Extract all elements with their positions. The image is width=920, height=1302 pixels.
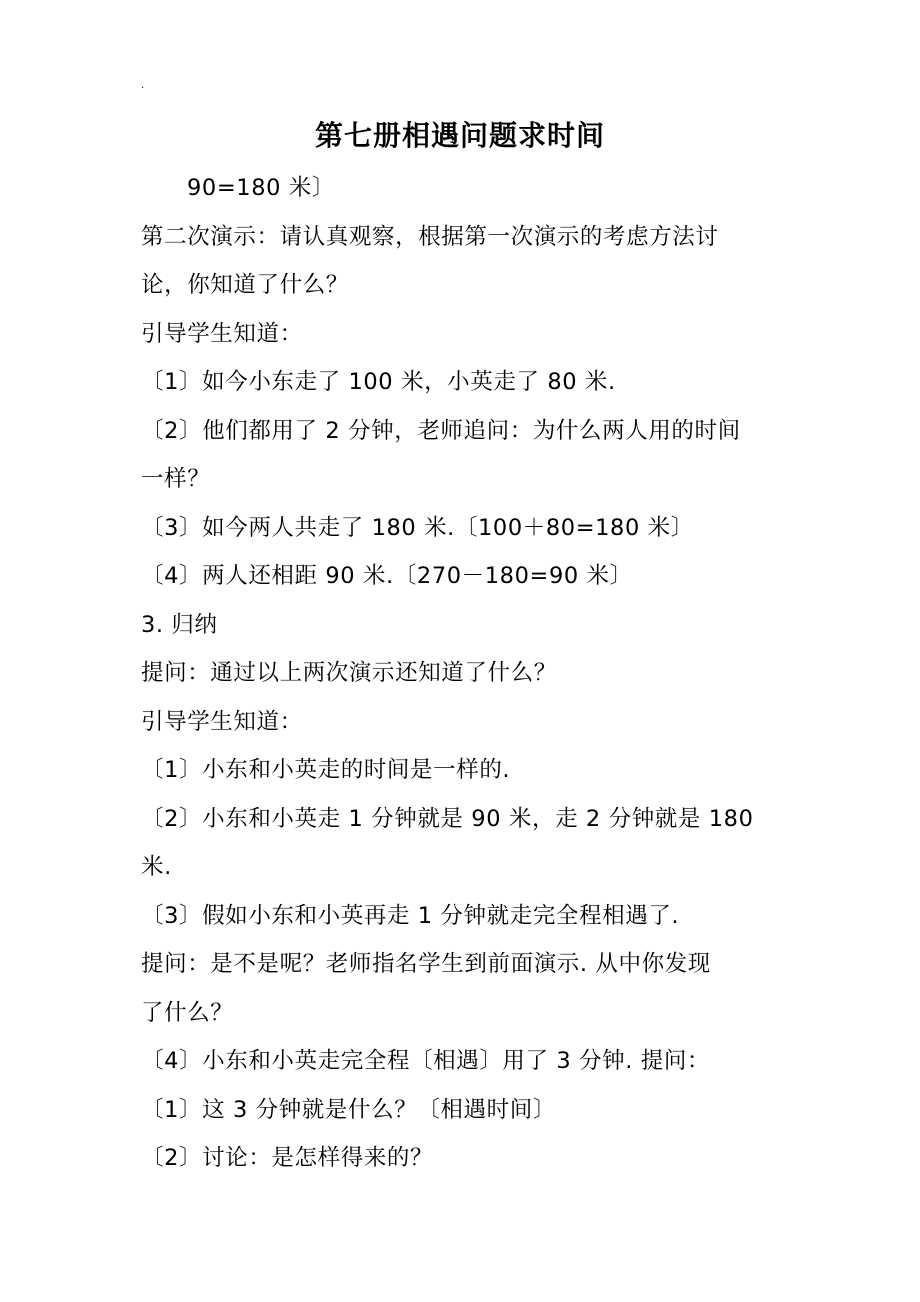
text-line: 论，你知道了什么？ <box>141 272 349 298</box>
document-body <box>141 164 781 1183</box>
header-mark: . <box>141 80 145 91</box>
text-line: 第二次演示：请认真观察，根据第一次演示的考虑方法讨 <box>141 223 719 250</box>
text-line: 引导学生知道： <box>141 320 303 347</box>
text-line: 引导学生知道： <box>141 708 303 735</box>
text-line: 提问：是不是呢？老师指名学生到前面演示. 从中你发现 <box>141 951 711 977</box>
text-line: 〔1〕如今小东走了 100 米，小英走了 80 米. <box>141 369 616 395</box>
text-line: 〔2〕小东和小英走 1 分钟就是 90 米，走 2 分钟就是 180 <box>141 805 754 832</box>
text-line: 〔1〕小东和小英走的时间是一样的. <box>141 757 511 783</box>
text-line: 一样？ <box>141 466 211 492</box>
page-title: 第七册相遇问题求时间 <box>314 119 605 152</box>
text-line: 〔3〕假如小东和小英再走 1 分钟就走完全程相遇了. <box>141 902 680 929</box>
text-line: 〔1〕这 3 分钟就是什么？〔相遇时间〕 <box>141 1096 556 1123</box>
text-line: 提问：通过以上两次演示还知道了什么？ <box>141 660 557 686</box>
text-line: 米. <box>141 854 172 880</box>
section-heading: 3. 归纳 <box>141 611 218 638</box>
text-line: 〔3〕如今两人共走了 180 米.〔100＋80=180 米〕 <box>141 514 694 541</box>
text-line: 90=180 米〕 <box>187 175 335 201</box>
text-line: 了什么？ <box>141 999 234 1026</box>
text-line: 〔4〕小东和小英走完全程〔相遇〕用了 3 分钟. 提问： <box>141 1048 711 1074</box>
text-line: 〔2〕讨论：是怎样得来的？ <box>141 1145 434 1171</box>
text-line: 〔2〕他们都用了 2 分钟，老师追问：为什么两人用的时间 <box>141 417 741 444</box>
text-line: 〔4〕两人还相距 90 米.〔270－180=90 米〕 <box>141 563 633 589</box>
